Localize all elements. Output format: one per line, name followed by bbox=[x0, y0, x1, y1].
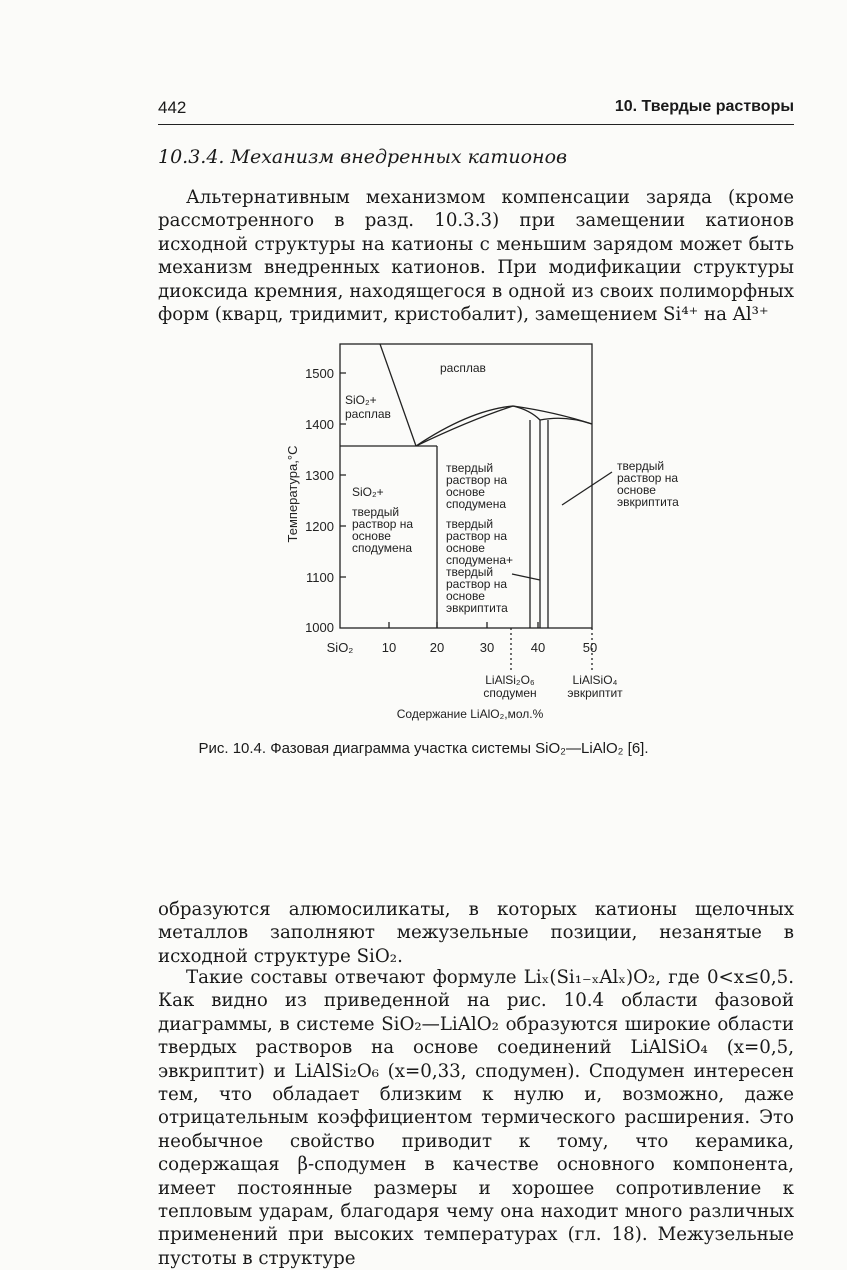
x-tick-30: 30 bbox=[479, 640, 495, 655]
running-title: 10. Твердые растворы bbox=[614, 98, 794, 115]
y-tick-1100: 1100 bbox=[306, 570, 334, 585]
region-eucr-ss-4: эвкриптита bbox=[617, 495, 679, 509]
region-sio2-ss-5: сподумена bbox=[352, 541, 412, 555]
y-tick-1200: 1200 bbox=[305, 519, 334, 534]
region-two-phase-7: основе bbox=[446, 589, 485, 603]
x-tick-0: SiO₂ bbox=[326, 640, 354, 655]
y-tick-1000: 1000 bbox=[305, 620, 334, 635]
x-axis-label: Содержание LiAlO₂,мол.% bbox=[396, 707, 544, 721]
region-two-phase-6: раствор на bbox=[446, 577, 508, 591]
liquidus-curve bbox=[416, 406, 592, 446]
y-tick-1400: 1400 bbox=[305, 417, 334, 432]
paragraph-3: Такие составы отвечают формуле Liₓ(Si₁₋ₓAlₓ)O₂, где 0<x≤0,5. Как видно из приведенной на рис. 10.4 области фазовой диаграммы, в системе SiO₂—LiAlO₂ образуются широкие области твердых растворов на основе соединений LiAlSiO₄ (x=0,5, эвкриптит) и LiAlSi₂O₆ (x=0,33, сподумен). Сподумен интересен тем, что обладает близким к нулю и, возможно, даже отрицательным коэффициентом термического расширения. Это необычное свойство приводит к тому, что керамика, содержащая β-сподумен в качестве основного компонента, имеет постоянные размеры и хорошее сопротивление к тепловым ударам, благодаря чему она находит много различных применений при высоких температурах (гл. 18). Межузельные пустоты в структуре bbox=[158, 967, 794, 1269]
region-eucr-ss-3: основе bbox=[617, 483, 656, 497]
x-tick-40: 40 bbox=[530, 640, 546, 655]
region-two-phase-1: твердый bbox=[446, 517, 494, 531]
region-spod-ss-3: основе bbox=[446, 485, 485, 499]
x-tick-20: 20 bbox=[429, 640, 445, 655]
region-eucr-ss-1: твердый bbox=[617, 459, 665, 473]
region-two-phase-4: сподумена+ bbox=[446, 553, 514, 567]
solidus-left bbox=[416, 406, 513, 446]
compound-spodumene-name: сподумен bbox=[483, 686, 537, 700]
region-eucr-ss-2: раствор на bbox=[617, 471, 679, 485]
region-spod-ss-4: сподумена bbox=[446, 497, 506, 511]
leader-two-phase bbox=[512, 574, 540, 580]
region-sio2-ss-1: SiO₂+ bbox=[352, 485, 384, 499]
x-tick-10: 10 bbox=[381, 640, 397, 655]
figure-caption: Рис. 10.4. Фазовая диаграмма участка системы SiO₂—LiAlO₂ [6]. bbox=[198, 740, 649, 757]
region-melt: расплав bbox=[440, 361, 486, 375]
section-title: 10.3.4. Механизм внедренных катионов bbox=[158, 146, 568, 168]
region-two-phase-8: эвкриптита bbox=[446, 601, 508, 615]
page-number: 442 bbox=[158, 98, 187, 117]
region-sio2-ss-2: твердый bbox=[352, 505, 400, 519]
paragraph-2: образуются алюмосиликаты, в которых катионы щелочных металлов заполняют межузельные позиции, незанятые в исходной структуре SiO₂. bbox=[158, 899, 794, 967]
leader-eucr bbox=[562, 472, 612, 505]
compound-eucryptite-name: эвкриптит bbox=[567, 686, 623, 700]
y-tick-1300: 1300 bbox=[305, 468, 334, 483]
region-two-phase-2: раствор на bbox=[446, 529, 508, 543]
region-sio2-ss-4: основе bbox=[352, 529, 391, 543]
region-sio2-melt-1: SiO₂+ bbox=[345, 393, 377, 407]
region-sio2-melt-2: расплав bbox=[345, 407, 391, 421]
region-two-phase-3: основе bbox=[446, 541, 485, 555]
compound-spodumene-formula: LiAlSi₂O₆ bbox=[485, 673, 535, 687]
y-tick-1500: 1500 bbox=[305, 366, 334, 381]
region-two-phase-5: твердый bbox=[446, 565, 494, 579]
x-tick-50: 50 bbox=[582, 640, 598, 655]
liquidus-sio2 bbox=[380, 344, 416, 446]
region-sio2-ss-3: раствор на bbox=[352, 517, 414, 531]
compound-eucryptite-formula: LiAlSiO₄ bbox=[572, 673, 618, 687]
paragraph-1: Альтернативным механизмом компенсации заряда (кроме рассмотренного в разд. 10.3.3) при замещении катионов исходной структуры на катионы с меньшим зарядом может быть механизм внедренных катионов. При модификации структуры диоксида кремния, находящегося в одной из своих полиморфных форм (кварц, тридимит, кристобалит), замещением Si⁴⁺ на Al³⁺ bbox=[158, 187, 794, 326]
region-spod-ss-2: раствор на bbox=[446, 473, 508, 487]
y-axis-label: Температура,°С bbox=[285, 445, 300, 543]
region-spod-ss-1: твердый bbox=[446, 461, 494, 475]
